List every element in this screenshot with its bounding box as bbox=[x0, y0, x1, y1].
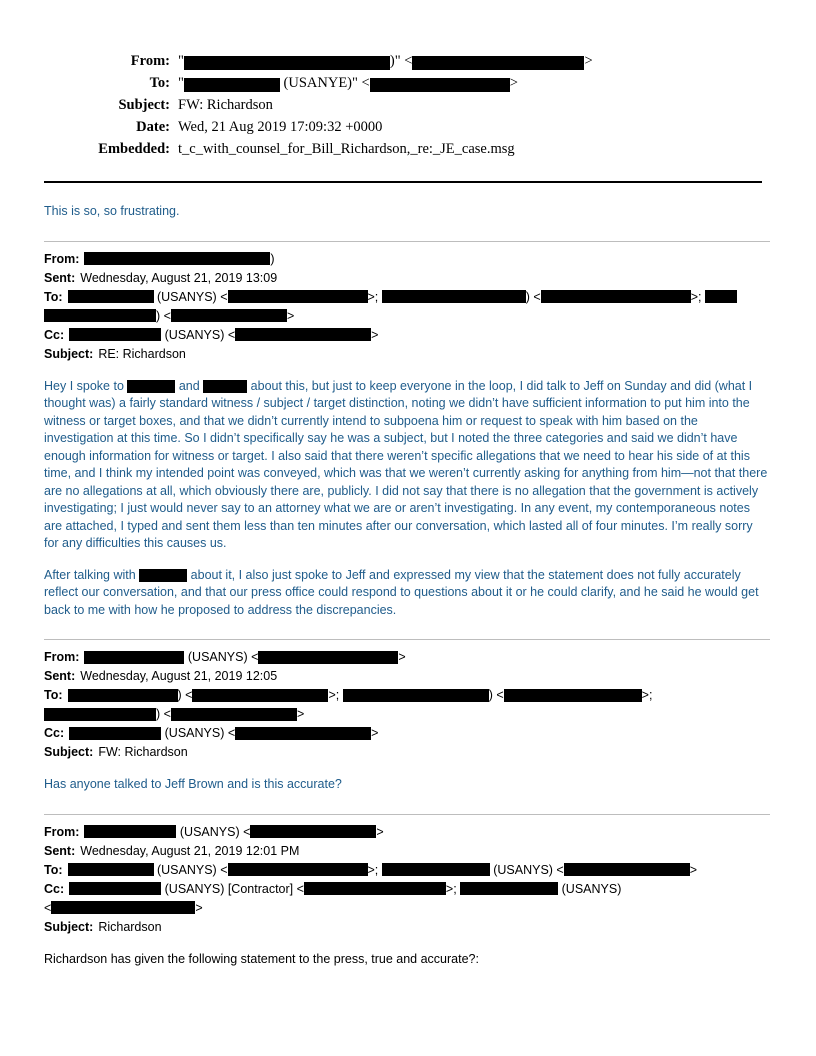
redaction-bar bbox=[304, 882, 446, 895]
header-text: > bbox=[296, 707, 305, 721]
redaction-bar bbox=[382, 863, 490, 876]
header-text: > bbox=[371, 327, 379, 342]
quoted-header-row bbox=[44, 823, 768, 841]
quoted-header-row bbox=[44, 250, 768, 268]
quoted-header-row bbox=[44, 667, 768, 685]
header-text: (USANYS) < bbox=[176, 824, 251, 839]
header-text: ) bbox=[270, 251, 275, 266]
quoted-header-value bbox=[80, 667, 277, 685]
quoted-header-label: From: bbox=[44, 650, 80, 664]
header-text: (USANYS) < bbox=[161, 726, 236, 740]
header-divider bbox=[44, 181, 762, 183]
quoted-header-value bbox=[98, 918, 161, 936]
redaction-bar bbox=[192, 689, 328, 702]
header-text: > bbox=[286, 308, 295, 323]
redaction-bar bbox=[235, 727, 371, 740]
redaction-bar bbox=[343, 689, 489, 702]
email-body bbox=[44, 203, 768, 968]
message-divider bbox=[44, 814, 770, 815]
redaction-bar bbox=[504, 689, 642, 702]
header-text: Wednesday, August 21, 2019 13:09 bbox=[80, 270, 278, 285]
quoted-header-row bbox=[44, 269, 768, 287]
quoted-header-row bbox=[44, 345, 768, 363]
spacer bbox=[44, 937, 768, 951]
message-divider bbox=[44, 639, 770, 640]
message-paragraph: Hey I spoke to and about this, but just to keep everyone in the loop, I did talk to Jeff on Sunday and did (what I thought was) a fairly standard witness / subject / target distinction, noting we didn’t have sufficient information to put him into the witness or target boxes, and that we didn’t currently intend to subpoena him or request to speak with him based on the investigation at this time. So I didn’t specifically say he was a subject, but I noted the three categories and said we didn’t have enough information for witness or target. I also said that there weren’t specific allegations that we need to hear his side of at this time, and I think my intended point was conveyed, which was that we weren’t currently asking for anything from him—not that there are no allegations at all, which obviously there are, publicly. I did not say that there is no allegation that the government is actively investigating; I just would never say to an attorney what we are or aren’t investigating. In any event, my contemporaneous notes are attached, I typed and sent them less than ten minutes after our conversation, which lasted all of four minutes. I’m really sorry for any difficulties this causes us. bbox=[44, 378, 768, 550]
header-text: Wednesday, August 21, 2019 12:01 PM bbox=[80, 843, 300, 858]
quoted-header-value bbox=[98, 743, 187, 761]
quoted-message-list bbox=[44, 241, 768, 969]
header-text: Wed, 21 Aug 2019 17:09:32 +0000 bbox=[178, 119, 383, 135]
header-text: (USANYE)" < bbox=[279, 75, 370, 91]
quoted-header-label: To: bbox=[44, 688, 63, 702]
header-text: " bbox=[178, 53, 184, 69]
header-text: Wednesday, August 21, 2019 12:05 bbox=[80, 669, 278, 683]
redaction-bar bbox=[68, 689, 178, 702]
quoted-header-row bbox=[44, 686, 768, 704]
redaction-bar bbox=[184, 56, 390, 70]
header-text: >; bbox=[690, 289, 705, 304]
header-text: >; bbox=[367, 289, 382, 304]
redaction-bar bbox=[69, 328, 161, 341]
quoted-header-row bbox=[44, 705, 768, 723]
quoted-header-value bbox=[84, 823, 383, 841]
header-text: (USANYS) < bbox=[153, 862, 228, 877]
header-text: > bbox=[376, 824, 384, 839]
header-text: >; bbox=[367, 862, 382, 877]
redaction-bar bbox=[250, 825, 376, 838]
quoted-header-label: Sent: bbox=[44, 669, 76, 683]
quoted-header-value bbox=[84, 648, 405, 666]
quoted-header-value bbox=[80, 269, 277, 287]
header-value bbox=[178, 96, 768, 115]
quoted-header-value bbox=[44, 705, 304, 723]
redaction-bar bbox=[171, 708, 297, 721]
header-label: Embedded: bbox=[98, 141, 170, 157]
quoted-header-label: To: bbox=[44, 289, 63, 304]
quoted-header-row bbox=[44, 861, 768, 879]
redaction-bar bbox=[412, 56, 584, 70]
quoted-header-value bbox=[69, 724, 378, 742]
quoted-header-row bbox=[44, 724, 768, 742]
quoted-header-row bbox=[44, 918, 768, 936]
redaction-bar bbox=[370, 78, 510, 92]
header-text: ) < bbox=[156, 308, 171, 323]
quoted-header-value bbox=[84, 250, 274, 268]
header-label: Date: bbox=[136, 119, 170, 135]
message-paragraph: After talking with about it, I also just spoke to Jeff and expressed my view that the statement does not fully accurately reflect our conversation, and that our press office could respond to questions about it or he could clarify, and he said he would get back to me with how he proposed to address the discrepancies. bbox=[44, 567, 759, 617]
quoted-header-value bbox=[68, 288, 737, 306]
header-text: ) < bbox=[177, 688, 193, 702]
quoted-header-row bbox=[44, 648, 768, 666]
redaction-bar bbox=[235, 328, 371, 341]
intro-note: This is so, so frustrating. bbox=[44, 204, 180, 218]
header-text: RE: Richardson bbox=[98, 346, 186, 361]
header-text: " bbox=[178, 75, 184, 91]
header-text: >; bbox=[641, 688, 653, 702]
message-divider bbox=[44, 241, 770, 242]
quoted-header-value bbox=[69, 880, 621, 898]
redaction-bar bbox=[68, 863, 154, 876]
quoted-header-label: Subject: bbox=[44, 919, 94, 934]
quoted-header-row bbox=[44, 743, 768, 761]
header-text: (USANYS) < bbox=[184, 650, 259, 664]
quoted-header-label: Subject: bbox=[44, 346, 94, 361]
header-text: >; bbox=[445, 881, 461, 896]
header-text: t_c_with_counsel_for_Bill_Richardson,_re:_JE_case.msg bbox=[178, 141, 515, 157]
redaction-bar bbox=[203, 380, 247, 393]
quoted-header-label: Subject: bbox=[44, 745, 94, 759]
header-label: To: bbox=[149, 75, 170, 91]
header-label: Subject: bbox=[118, 97, 170, 113]
quoted-message bbox=[44, 250, 768, 620]
header-text: > bbox=[398, 650, 406, 664]
header-text: (USANYS) [Contractor] < bbox=[161, 881, 304, 896]
header-label: From: bbox=[130, 53, 170, 69]
quoted-header-row bbox=[44, 307, 768, 325]
quoted-header-row bbox=[44, 326, 768, 344]
header-text: ) < bbox=[525, 289, 541, 304]
quoted-header-label: Cc: bbox=[44, 881, 65, 896]
quoted-header-value bbox=[68, 686, 653, 704]
header-text: > bbox=[371, 726, 379, 740]
header-row bbox=[64, 52, 768, 71]
quoted-header-value bbox=[69, 326, 378, 344]
quoted-header-value bbox=[68, 861, 698, 879]
quoted-header-value bbox=[44, 307, 294, 325]
quoted-header-row bbox=[44, 899, 768, 917]
quoted-header-label: Sent: bbox=[44, 843, 76, 858]
quoted-header-label: Sent: bbox=[44, 270, 76, 285]
header-row bbox=[64, 140, 768, 159]
quoted-message bbox=[44, 823, 768, 969]
header-text: (USANYS) < bbox=[153, 289, 228, 304]
header-text: >; bbox=[328, 688, 343, 702]
redaction-bar bbox=[228, 290, 368, 303]
header-row bbox=[64, 118, 768, 137]
quoted-message bbox=[44, 648, 768, 794]
header-text: )" < bbox=[389, 53, 413, 69]
redaction-bar bbox=[44, 708, 156, 721]
header-value bbox=[178, 140, 768, 159]
redaction-bar bbox=[69, 882, 161, 895]
redaction-bar bbox=[127, 380, 175, 393]
header-text: < bbox=[44, 900, 52, 915]
header-text: > bbox=[509, 75, 518, 91]
header-text: > bbox=[584, 53, 593, 69]
redaction-bar bbox=[460, 882, 558, 895]
redaction-bar bbox=[84, 651, 184, 664]
spacer bbox=[44, 762, 768, 776]
message-paragraph: Has anyone talked to Jeff Brown and is this accurate? bbox=[44, 777, 342, 791]
header-text: (USANYS) < bbox=[489, 862, 564, 877]
redaction-bar bbox=[171, 309, 287, 322]
redaction-bar bbox=[51, 901, 195, 914]
header-row bbox=[64, 74, 768, 93]
header-row bbox=[64, 96, 768, 115]
quoted-header-label: From: bbox=[44, 251, 80, 266]
redaction-bar bbox=[541, 290, 691, 303]
redaction-bar bbox=[705, 290, 737, 303]
redaction-bar bbox=[258, 651, 398, 664]
redaction-bar bbox=[84, 825, 176, 838]
quoted-header-value bbox=[98, 345, 186, 363]
email-header bbox=[64, 52, 768, 159]
header-text: FW: Richardson bbox=[178, 97, 273, 113]
quoted-header-label: To: bbox=[44, 862, 63, 877]
redaction-bar bbox=[139, 569, 187, 582]
header-text: FW: Richardson bbox=[98, 745, 188, 759]
redaction-bar bbox=[84, 252, 270, 265]
header-text: (USANYS) bbox=[558, 881, 622, 896]
quoted-header-label: From: bbox=[44, 824, 80, 839]
header-text: ) < bbox=[488, 688, 504, 702]
quoted-header-row bbox=[44, 880, 768, 898]
header-value bbox=[178, 52, 768, 71]
header-text: Richardson bbox=[98, 919, 162, 934]
quoted-header-value bbox=[44, 899, 203, 917]
quoted-header-row bbox=[44, 288, 768, 306]
quoted-header-row bbox=[44, 842, 768, 860]
redaction-bar bbox=[68, 290, 154, 303]
quoted-header-label: Cc: bbox=[44, 726, 65, 740]
header-value bbox=[178, 118, 768, 137]
message-paragraph: Richardson has given the following statement to the press, true and accurate?: bbox=[44, 951, 479, 966]
header-text: (USANYS) < bbox=[161, 327, 236, 342]
redaction-bar bbox=[184, 78, 280, 92]
redaction-bar bbox=[228, 863, 368, 876]
header-text: > bbox=[195, 900, 203, 915]
header-text: ) < bbox=[156, 707, 171, 721]
quoted-header-label: Cc: bbox=[44, 327, 65, 342]
quoted-header-value bbox=[80, 842, 299, 860]
redaction-bar bbox=[44, 309, 156, 322]
header-value bbox=[178, 74, 768, 93]
redaction-bar bbox=[382, 290, 526, 303]
redaction-bar bbox=[564, 863, 690, 876]
header-text: > bbox=[689, 862, 698, 877]
redaction-bar bbox=[69, 727, 161, 740]
spacer bbox=[44, 364, 768, 378]
